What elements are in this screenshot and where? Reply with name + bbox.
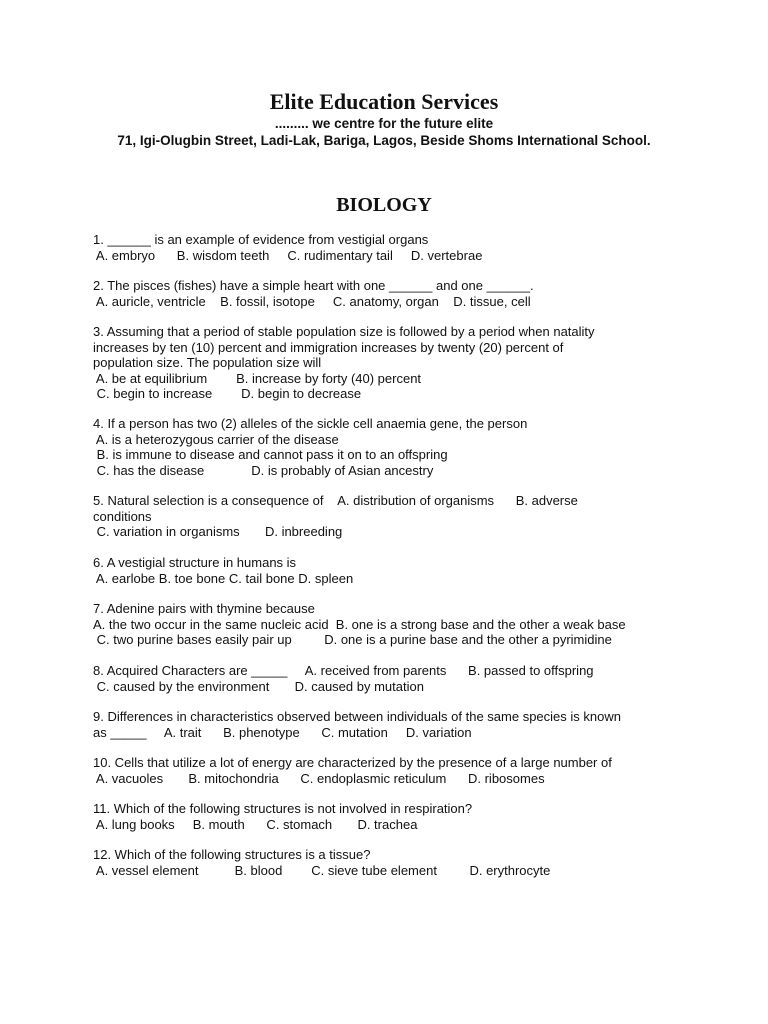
question-options-line: A. lung books B. mouth C. stomach D. trachea: [93, 816, 418, 832]
question-stem-line: 7. Adenine pairs with thymine because: [93, 601, 315, 616]
question-options-line: A. vessel element B. blood C. sieve tube element D. erythrocyte: [93, 862, 551, 878]
question-stem-line: 11. Which of the following structures is not involved in respiration?: [93, 801, 473, 816]
question-3: [93, 324, 693, 402]
subject-title: BIOLOGY: [336, 194, 432, 216]
question-options-line: C. begin to increase D. begin to decrease: [93, 386, 362, 401]
question-options-line: C. caused by the environment D. caused by mutation: [93, 678, 424, 694]
question-options-line: A. is a heterozygous carrier of the disease: [93, 431, 339, 447]
question-10: [93, 755, 693, 786]
question-stem-line: 9. Differences in characteristics observed between individuals of the same species is known: [93, 709, 621, 724]
question-options-line: A. the two occur in the same nucleic acid B. one is a strong base and the other a weak base: [93, 616, 626, 632]
question-stem-line: 8. Acquired Characters are _____ A. received from parents B. passed to offspring: [93, 663, 594, 678]
question-stem-line: 4. If a person has two (2) alleles of the sickle cell anaemia gene, the person: [93, 416, 528, 431]
question-stem-line: 12. Which of the following structures is a tissue?: [93, 847, 371, 862]
question-options-line: B. is immune to disease and cannot pass it on to an offspring: [93, 447, 448, 462]
school-name: Elite Education Services: [269, 89, 499, 114]
question-options-line: C. two purine bases easily pair up D. one is a purine base and the other a pyrimidine: [93, 632, 612, 647]
question-stem-line: 2. The pisces (fishes) have a simple heart with one ______ and one ______.: [93, 278, 534, 293]
question-stem-line: 5. Natural selection is a consequence of A. distribution of organisms B. adverse: [93, 493, 578, 508]
question-options-line: as _____ A. trait B. phenotype C. mutation D. variation: [93, 724, 472, 740]
question-stem-line: 1. ______ is an example of evidence from vestigial organs: [93, 232, 429, 247]
question-options-line: C. variation in organisms D. inbreeding: [93, 524, 343, 539]
question-stem-line: 6. A vestigial structure in humans is: [93, 555, 297, 570]
question-stem-line: population size. The population size will: [93, 355, 322, 370]
question-stem-line: 10. Cells that utilize a lot of energy are characterized by the presence of a large number of: [93, 755, 612, 770]
school-address: 71, Igi-Olugbin Street, Ladi-Lak, Bariga, Lagos, Beside Shoms International School.: [117, 133, 651, 148]
question-1: [93, 232, 693, 263]
question-options-line: A. earlobe B. toe bone C. tail bone D. spleen: [93, 570, 354, 586]
question-4: [93, 416, 693, 478]
question-8: [93, 663, 693, 694]
question-options-line: A. embryo B. wisdom teeth C. rudimentary tail D. vertebrae: [93, 247, 483, 263]
question-stem-line: 3. Assuming that a period of stable population size is followed by a period when natality: [93, 324, 595, 339]
question-options-line: A. auricle, ventricle B. fossil, isotope C. anatomy, organ D. tissue, cell: [93, 293, 531, 309]
question-options-line: A. vacuoles B. mitochondria C. endoplasmic reticulum D. ribosomes: [93, 770, 545, 786]
question-9: [93, 709, 693, 740]
question-11: [93, 801, 693, 832]
question-2: [93, 278, 693, 309]
question-7: [93, 601, 693, 648]
question-6: [93, 555, 693, 586]
school-tagline: ......... we centre for the future elite: [274, 116, 494, 131]
question-5: [93, 493, 693, 540]
question-stem-line: increases by ten (10) percent and immigration increases by twenty (20) percent of: [93, 339, 564, 355]
question-options-line: C. has the disease D. is probably of Asian ancestry: [93, 462, 434, 478]
question-stem-line: conditions: [93, 508, 152, 524]
question-options-line: A. be at equilibrium B. increase by forty (40) percent: [93, 370, 422, 386]
question-12: [93, 847, 693, 878]
